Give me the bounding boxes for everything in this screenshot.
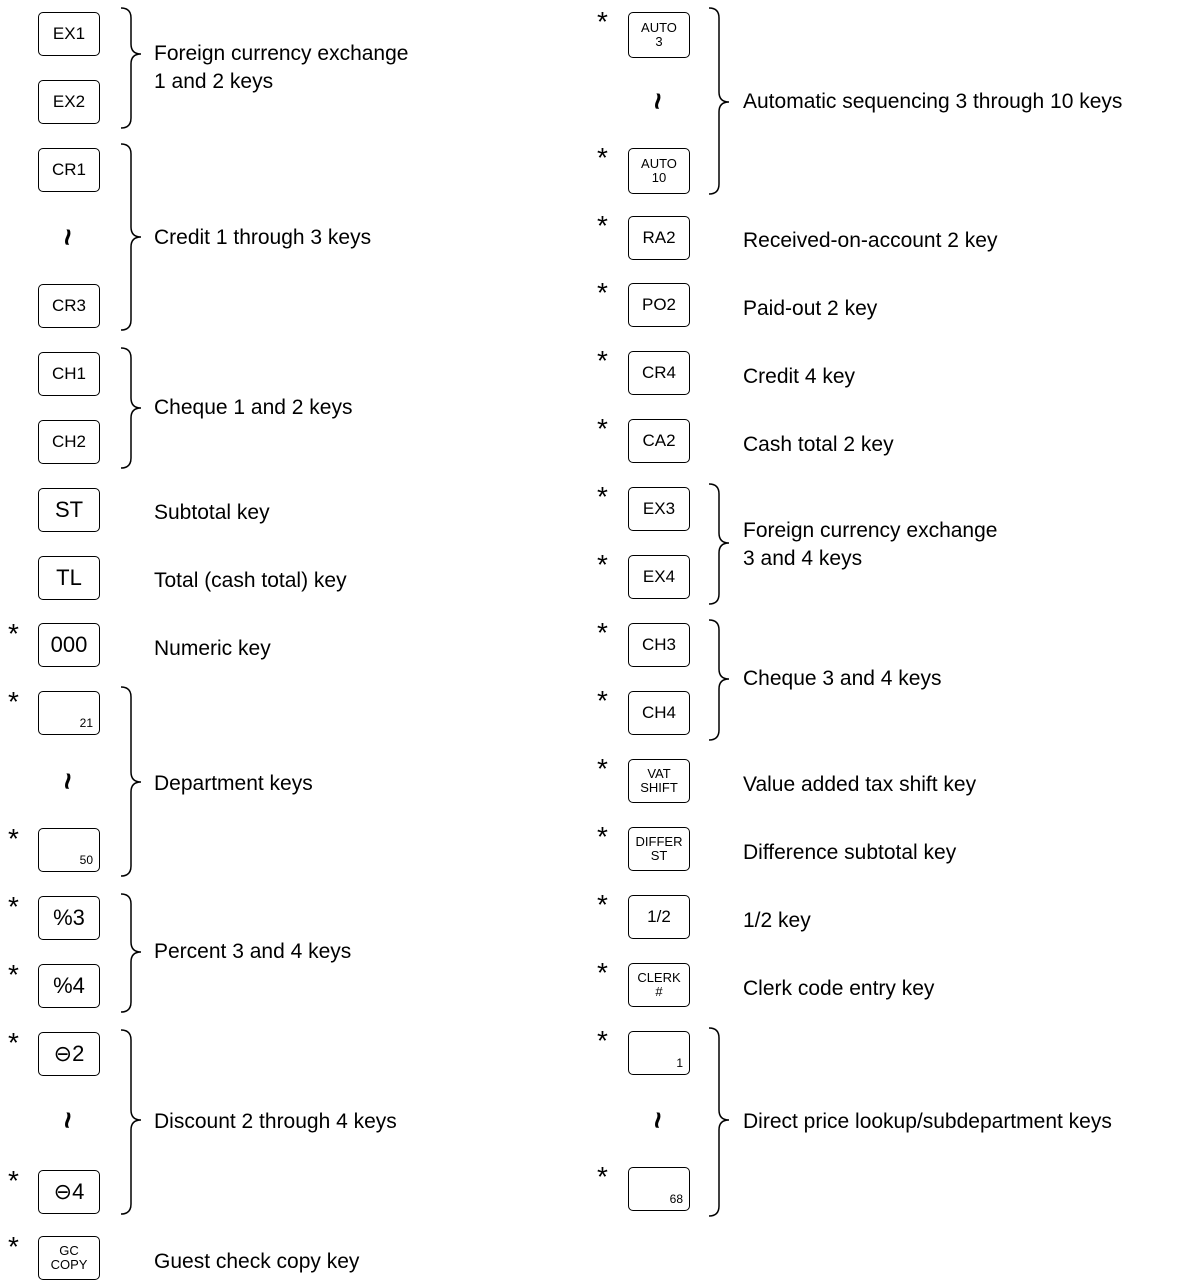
- ca2-key: [628, 419, 690, 463]
- optional-asterisk: *: [597, 685, 608, 716]
- vat-shift-description: Value added tax shift key: [743, 773, 977, 796]
- optional-asterisk: *: [597, 549, 608, 580]
- optional-asterisk: *: [597, 345, 608, 376]
- ex3-key-label: EX3: [642, 499, 676, 519]
- numeric-000-key: [38, 623, 100, 667]
- discount-description: Discount 2 through 4 keys: [154, 1110, 397, 1133]
- cr4-description: Credit 4 key: [743, 365, 856, 388]
- vat-shift-key-label-2: SHIFT: [640, 780, 678, 795]
- optional-asterisk: *: [597, 1161, 608, 1192]
- optional-asterisk: *: [597, 142, 608, 173]
- ca2-description: Cash total 2 key: [743, 433, 894, 456]
- cr1-key-label: CR1: [51, 160, 86, 180]
- guest-check-copy-key-label-1: GC: [59, 1243, 79, 1259]
- bracket-ex34: [709, 484, 729, 604]
- tl-description: Total (cash total) key: [154, 569, 347, 592]
- ra2-description: Received-on-account 2 key: [743, 229, 998, 252]
- optional-asterisk: *: [597, 413, 608, 444]
- ex4-key-label: EX4: [642, 567, 676, 587]
- optional-asterisk: *: [597, 821, 608, 852]
- po2-key-label: PO2: [641, 295, 677, 315]
- optional-asterisk: *: [8, 891, 19, 922]
- half-description: 1/2 key: [743, 909, 811, 932]
- clerk-code-key-label-2: #: [655, 984, 663, 999]
- guest-check-copy-key-label-2: COPY: [50, 1257, 88, 1272]
- optional-asterisk: *: [597, 957, 608, 988]
- cr3-key: [38, 284, 100, 328]
- plu-1-key: [628, 1031, 690, 1075]
- difference-subtotal-key: [628, 827, 690, 871]
- guest-check-copy-key: [38, 1236, 100, 1280]
- numeric-000-key-label: 000: [50, 632, 88, 658]
- bracket-disc: [121, 1030, 141, 1214]
- percent-4-key-label: %4: [53, 973, 85, 999]
- range-tilde: ~: [50, 1109, 85, 1131]
- auto-10-key-label-2: 10: [651, 170, 667, 185]
- discount-4-key-label: ⊖4: [53, 1179, 85, 1205]
- plu-1-key-label: 1: [676, 1056, 683, 1071]
- tl-key: [38, 556, 100, 600]
- optional-asterisk: *: [597, 753, 608, 784]
- optional-asterisk: *: [597, 277, 608, 308]
- difference-subtotal-key-label-2: ST: [650, 848, 668, 863]
- ch4-key: [628, 691, 690, 735]
- ch4-key-label: CH4: [641, 703, 676, 723]
- clerk-code-key: [628, 963, 690, 1007]
- percent-3-key: [38, 896, 100, 940]
- half-key: [628, 895, 690, 939]
- ex34-description-line1: Foreign currency exchange: [743, 519, 998, 542]
- bracket-auto: [709, 8, 729, 194]
- clerk-code-key-label-1: CLERK: [637, 970, 681, 986]
- ra2-key: [628, 216, 690, 260]
- ex1-key: [38, 12, 100, 56]
- difference-subtotal-description: Difference subtotal key: [743, 841, 957, 864]
- optional-asterisk: *: [8, 1231, 19, 1262]
- bracket-plu: [709, 1028, 729, 1216]
- range-tilde: ~: [640, 90, 675, 112]
- ch2-key: [38, 420, 100, 464]
- auto-10-key-label-1: AUTO: [641, 156, 677, 172]
- optional-asterisk: *: [8, 1027, 19, 1058]
- vat-shift-key-label-1: VAT: [647, 766, 671, 782]
- ch2-key-label: CH2: [51, 432, 86, 452]
- optional-asterisk: *: [597, 617, 608, 648]
- po2-key: [628, 283, 690, 327]
- department-50-key: [38, 828, 100, 872]
- optional-asterisk: *: [8, 618, 19, 649]
- optional-asterisk: *: [597, 6, 608, 37]
- ex12-description-line2: 1 and 2 keys: [154, 70, 274, 93]
- half-key-label: 1/2: [647, 907, 671, 927]
- plu-68-key-label: 68: [669, 1192, 683, 1207]
- ra2-key-label: RA2: [642, 228, 676, 248]
- optional-asterisk: *: [597, 889, 608, 920]
- bracket-ch34: [709, 620, 729, 740]
- optional-asterisk: *: [8, 1165, 19, 1196]
- ch3-key-label: CH3: [641, 635, 676, 655]
- tl-key-label: TL: [56, 565, 82, 591]
- ch34-description: Cheque 3 and 4 keys: [743, 667, 942, 690]
- cr3-key-label: CR3: [51, 296, 86, 316]
- optional-asterisk: *: [597, 1025, 608, 1056]
- bracket-ch: [121, 348, 141, 468]
- po2-description: Paid-out 2 key: [743, 297, 878, 320]
- cr4-key-label: CR4: [641, 363, 676, 383]
- optional-asterisk: *: [8, 959, 19, 990]
- range-tilde: ~: [50, 770, 85, 792]
- auto-description: Automatic sequencing 3 through 10 keys: [743, 90, 1123, 113]
- percent-3-key-label: %3: [53, 905, 85, 931]
- ch1-key-label: CH1: [51, 364, 86, 384]
- optional-asterisk: *: [597, 210, 608, 241]
- auto-10-key: [628, 148, 690, 194]
- ch-description: Cheque 1 and 2 keys: [154, 396, 353, 419]
- ca2-key-label: CA2: [642, 431, 676, 451]
- discount-4-key: [38, 1170, 100, 1214]
- optional-asterisk: *: [8, 823, 19, 854]
- ex2-key: [38, 80, 100, 124]
- cr1-key: [38, 148, 100, 192]
- bracket-pct: [121, 894, 141, 1012]
- auto-3-key-label-1: AUTO: [641, 20, 677, 36]
- department-21-key-label: 21: [79, 716, 93, 731]
- optional-asterisk: *: [8, 686, 19, 717]
- vat-shift-key: [628, 759, 690, 803]
- ch3-key: [628, 623, 690, 667]
- department-50-key-label: 50: [79, 853, 93, 868]
- ex1-key-label: EX1: [52, 24, 86, 44]
- plu-68-key: [628, 1167, 690, 1211]
- auto-3-key-label-2: 3: [655, 34, 663, 49]
- range-tilde: ~: [640, 1109, 675, 1131]
- st-key-label: ST: [54, 497, 84, 523]
- st-key: [38, 488, 100, 532]
- optional-asterisk: *: [597, 481, 608, 512]
- percent-description: Percent 3 and 4 keys: [154, 940, 352, 963]
- discount-2-key-label: ⊖2: [53, 1041, 85, 1067]
- bracket-ex12: [121, 8, 141, 128]
- st-description: Subtotal key: [154, 501, 270, 524]
- ex2-key-label: EX2: [52, 92, 86, 112]
- bracket-dept: [121, 687, 141, 876]
- cr-description: Credit 1 through 3 keys: [154, 226, 372, 249]
- difference-subtotal-key-label-1: DIFFER: [635, 834, 683, 850]
- ex4-key: [628, 555, 690, 599]
- ch1-key: [38, 352, 100, 396]
- percent-4-key: [38, 964, 100, 1008]
- clerk-code-description: Clerk code entry key: [743, 977, 935, 1000]
- plu-description: Direct price lookup/subdepartment keys: [743, 1110, 1112, 1133]
- department-description: Department keys: [154, 772, 313, 795]
- range-tilde: ~: [50, 226, 85, 248]
- department-21-key: [38, 691, 100, 735]
- ex12-description-line1: Foreign currency exchange: [154, 42, 409, 65]
- discount-2-key: [38, 1032, 100, 1076]
- numeric-description: Numeric key: [154, 637, 271, 660]
- cr4-key: [628, 351, 690, 395]
- bracket-cr: [121, 144, 141, 330]
- ex34-description-line2: 3 and 4 keys: [743, 547, 863, 570]
- ex3-key: [628, 487, 690, 531]
- guest-check-copy-description: Guest check copy key: [154, 1250, 360, 1273]
- auto-3-key: [628, 12, 690, 58]
